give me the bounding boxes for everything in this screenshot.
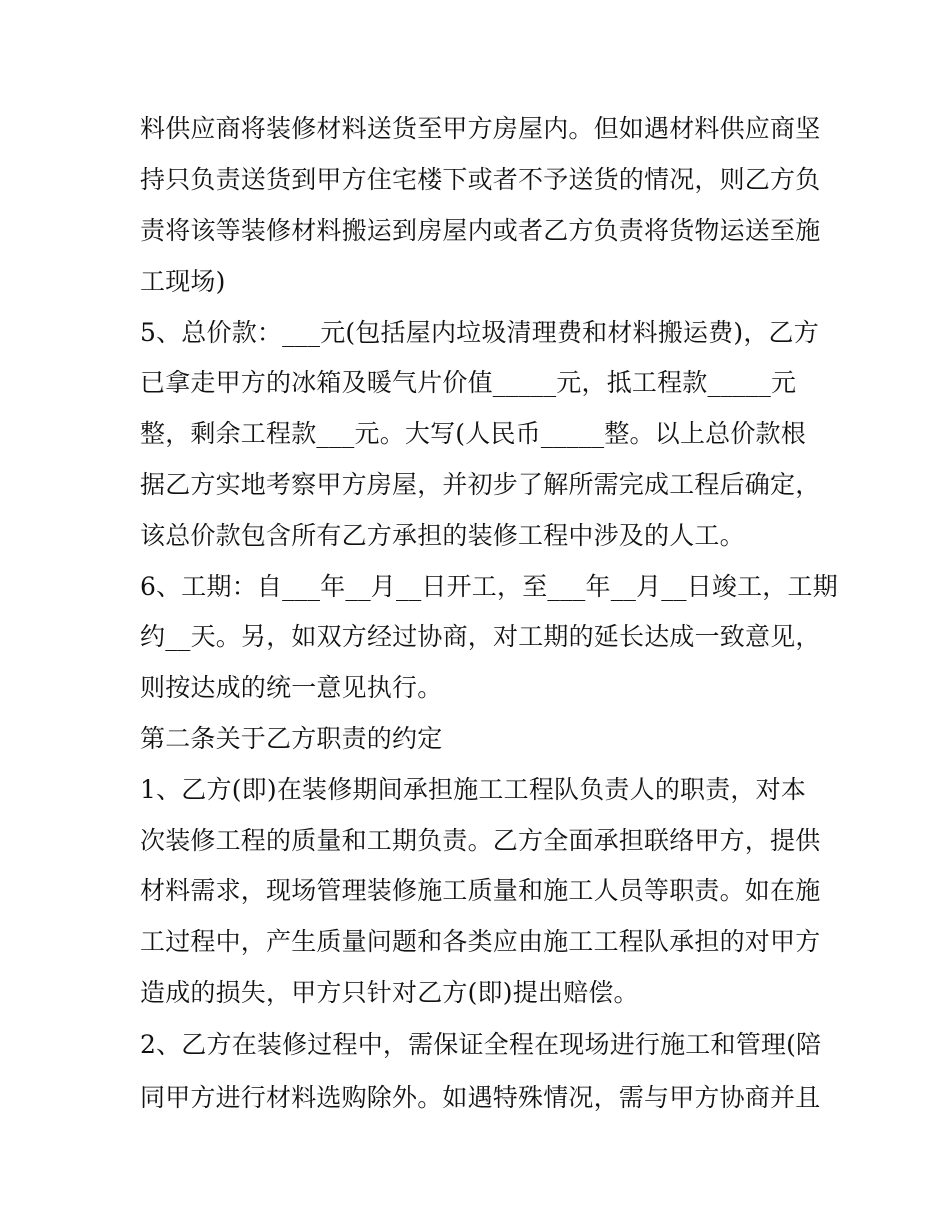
- text-line: 2、乙方在装修过程中，需保证全程在现场进行施工和管理(陪: [140, 1030, 822, 1059]
- text-line: 责将该等装修材料搬运到房屋内或者乙方负责将货物运送至施: [140, 216, 821, 245]
- text-line: 工过程中，产生质量问题和各类应由施工工程队承担的对甲方: [140, 927, 821, 956]
- text-line: 持只负责送货到甲方住宅楼下或者不予送货的情况，则乙方负: [140, 165, 821, 194]
- text-line: 约__天。另，如双方经过协商，对工期的延长达成一致意见，: [140, 622, 821, 651]
- text-line: 料供应商将装修材料送货至甲方房屋内。但如遇材料供应商坚: [140, 114, 821, 143]
- text-line: 5、总价款：___元(包括屋内垃圾清理费和材料搬运费)，乙方: [140, 318, 819, 347]
- text-line: 据乙方实地考察甲方房屋，并初步了解所需完成工程后确定，: [140, 470, 821, 499]
- text-line: 该总价款包含所有乙方承担的装修工程中涉及的人工。: [140, 521, 745, 550]
- text-line: 则按达成的统一意见执行。: [140, 673, 443, 702]
- text-line: 次装修工程的质量和工期负责。乙方全面承担联络甲方，提供: [140, 826, 821, 855]
- text-line: 造成的损失，甲方只针对乙方(即)提出赔偿。: [140, 978, 639, 1007]
- section-heading: 第二条关于乙方职责的约定: [140, 724, 443, 753]
- text-line: 材料需求，现场管理装修施工质量和施工人员等职责。如在施: [140, 876, 821, 905]
- text-line: 工现场): [140, 267, 226, 296]
- text-line: 已拿走甲方的冰箱及暖气片价值_____元，抵工程款_____元: [140, 368, 797, 397]
- text-line: 6、工期：自___年__月__日开工，至___年__月__日竣工，工期: [140, 572, 838, 601]
- text-line: 整，剩余工程款___元。大写(人民币_____整。以上总价款根: [140, 419, 806, 448]
- text-line: 同甲方进行材料选购除外。如遇特殊情况，需与甲方协商并且: [140, 1083, 821, 1112]
- text-line: 1、乙方(即)在装修期间承担施工工程队负责人的职责，对本: [140, 775, 807, 804]
